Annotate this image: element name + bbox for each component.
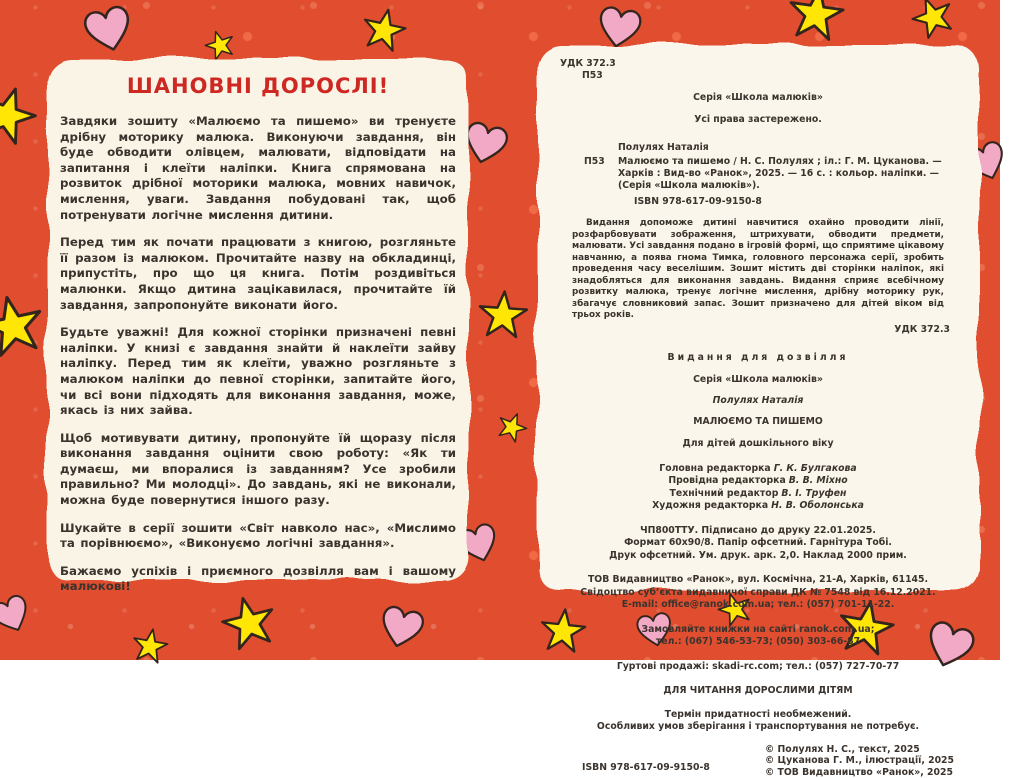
order-line: Замовляйте книжки на сайті ranok.com.ua; [560, 624, 956, 637]
star-icon [358, 4, 410, 56]
edition-type: Видання для дозвілля [560, 352, 956, 364]
publisher-line: ТОВ Видавництво «Ранок», вул. Космічна, 21-А, Харків, 61145. [560, 574, 956, 587]
heart-icon [373, 601, 429, 657]
copyright-list [765, 744, 956, 778]
series-note: Серія «Школа малюків» [560, 92, 956, 104]
staff-line: Художня редакторка Н. В. Оболонська [560, 500, 956, 513]
star-icon [476, 288, 529, 341]
shelf-line: Особливих умов зберігання і транспортування не потребує. [560, 721, 956, 734]
order-info [560, 624, 956, 649]
wholesale-line: Гуртові продажі: skadi-rc.com; тел.: (057) 727-70-77 [560, 661, 956, 673]
star-icon [216, 590, 281, 655]
book-title: МАЛЮЄМО ТА ПИШЕМО [560, 416, 956, 428]
page-title: ШАНОВНІ ДОРОСЛІ! [60, 74, 456, 98]
order-line: тел.: (067) 546-53-73; (050) 303-66-87 [560, 636, 956, 649]
paragraph: Завдяки зошиту «Малюємо та пишемо» ви тренуєте дрібну моторику малюка. Виконуючи завдання, він буде обводити олівцем, малювати, відповідати на запитання і клеїти наліпки. Книга спрямована на розвиток дрібної моторики малюка, мовних навичок, мислення, уваги. Завдання побудовані так, щоб потренувати логічне мислення дитини. [60, 114, 456, 223]
udk-code: УДК 372.3 [560, 58, 956, 70]
author-heading: Полулях Наталія [560, 142, 956, 154]
print-info [560, 525, 956, 563]
star-icon [492, 407, 531, 446]
paragraph: Перед тим як почати працювати з книгою, розгляньте її разом із малюком. Прочитайте назву на обкладинці, припустіть, про що ця книга. Потім роздивіться малюнки. Якщо дитина зацікавилася, прочитайте їй завдання, запропонуйте виконати його. [60, 235, 456, 313]
audience-note: Для дітей дошкільного віку [560, 438, 956, 450]
imprint-footer [560, 744, 956, 778]
paragraph: Будьте уважні! Для кожної сторінки призначені певні наліпки. У книзі є завдання знайти й наклеїти зайву наліпку. Перед тим як клеїти, уважно розгляньте з малюком наліпки до певної сторінки, запитайте його, чи всі вони підходять для виконання завдання, може, якась із них зайва. [60, 325, 456, 419]
bbk-code: П53 [560, 70, 956, 82]
bibliographic-entry [560, 156, 956, 192]
reading-note: ДЛЯ ЧИТАННЯ ДОРОСЛИМИ ДІТЯМ [560, 685, 956, 697]
star-icon [129, 625, 171, 667]
publisher-line: Свідоцтво суб’єкта видавничої справи ДК № 7548 від 16.12.2021. [560, 587, 956, 600]
star-icon [0, 78, 44, 151]
publisher-line: E-mail: office@ranok.com.ua; тел.: (057) 701-11-22. [560, 599, 956, 612]
bib-entry-text: Малюємо та пишемо / Н. С. Полулях ; іл.: Г. М. Цуканова. — Харків : Вид-во «Ранок», 2025. — 16 с. : кольор. наліпки. — (Серія «Школа малюків»). [618, 156, 942, 191]
staff-line: Головна редакторка Г. К. Булгакова [560, 463, 956, 476]
author-italic: Полулях Наталія [560, 395, 956, 407]
staff-line: Технічний редактор В. І. Труфен [560, 488, 956, 501]
shelf-life [560, 709, 956, 734]
rights-note: Усі права застережено. [560, 114, 956, 126]
staff-list [560, 463, 956, 513]
right-page [528, 36, 988, 600]
print-line: Друк офсетний. Ум. друк. арк. 2,0. Наклад 2000 прим. [560, 550, 956, 563]
copyright-line: © ТОВ Видавництво «Ранок», 2025 [765, 767, 954, 778]
isbn-top: ISBN 978-617-09-9150-8 [560, 196, 956, 208]
copyright-line: © Цуканова Г. М., ілюстрації, 2025 [765, 755, 954, 767]
heart-icon [0, 590, 38, 643]
publisher-info [560, 574, 956, 612]
staff-line: Провідна редакторка В. В. Міхно [560, 475, 956, 488]
isbn-bottom: ISBN 978-617-09-9150-8 [560, 762, 710, 778]
shelf-line: Термін придатності необмежений. [560, 709, 956, 722]
print-line: ЧП800ТТУ. Підписано до друку 22.01.2025. [560, 525, 956, 538]
left-page [38, 50, 478, 590]
paragraph: Шукайте в серії зошити «Світ навколо нас», «Мислимо та порівнюємо», «Виконуємо логічні завдання». [60, 521, 456, 552]
bib-code: П53 [584, 156, 605, 168]
udk-right: УДК 372.3 [560, 324, 956, 336]
paragraph: Бажаємо успіхів і приємного дозвілля вам і вашому малюкові! [60, 564, 456, 595]
copyright-line: © Полулях Н. С., текст, 2025 [765, 744, 954, 756]
paragraph: Щоб мотивувати дитину, пропонуйте їй щоразу після виконання завдання оцінити свою роботу: «Як ти думаєш, ми впоралися із завданням? Усе зробили правильно? Ми молодці». До завдань, які не виконали, можна буде повернутися іншого разу. [60, 431, 456, 509]
annotation: Видання допоможе дитині навчитися охайно проводити лінії, розфарбовувати зображення, штрихувати, обводити предмети, малювати. Усі завдання подано в ігровій формі, що сприятиме цікавому навчанню, а поява гнома Тимка, головного персонажа серії, зробить проведення часу веселішим. Зошит містить дві сторінки наліпок, які знадобляться для виконання завдань. Видання сприяє всебічному розвитку малюка, тренує логічне мислення, дрібну моторику рук, збагачує словниковий запас. Зошит призначено для дітей віком від трьох років. [572, 218, 944, 322]
series-title: Серія «Школа малюків» [560, 374, 956, 386]
print-line: Формат 60х90/8. Папір офсетний. Гарнітура Тобі. [560, 537, 956, 550]
